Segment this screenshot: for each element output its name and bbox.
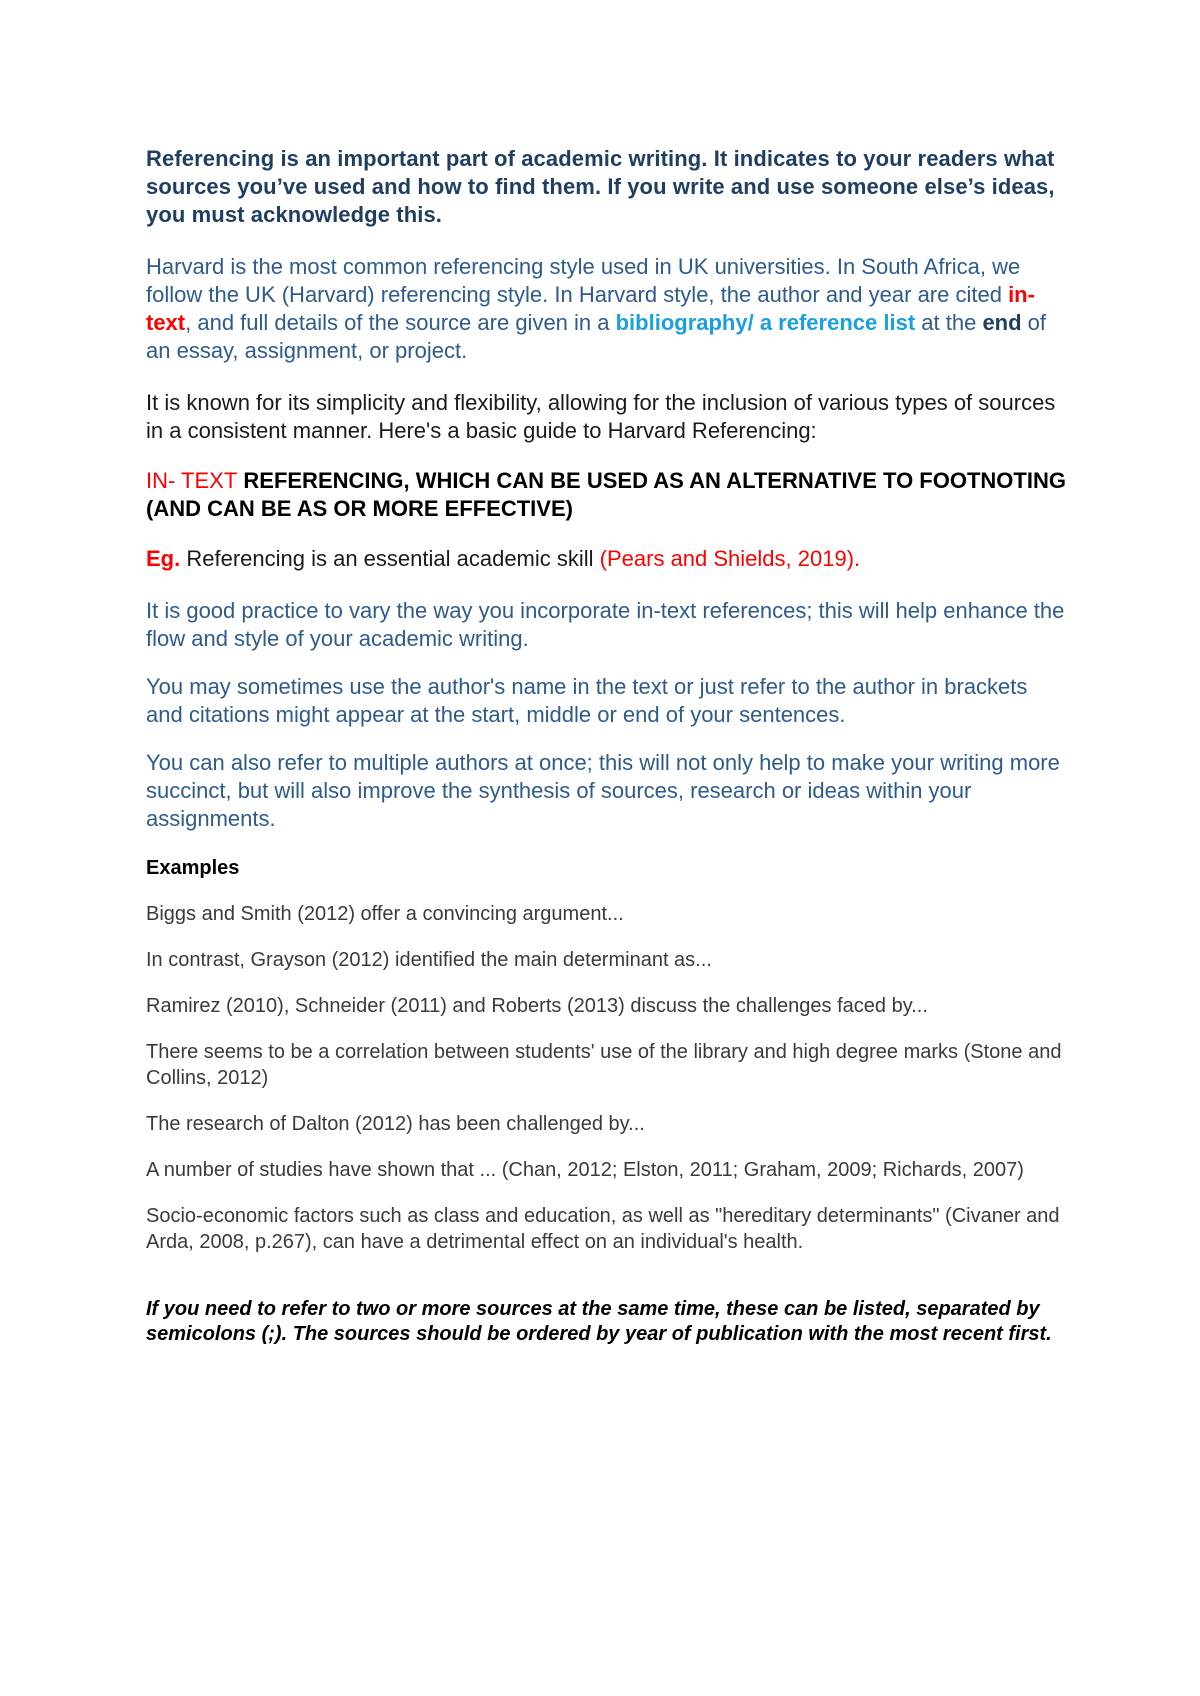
in-text-heading-rest: REFERENCING, WHICH CAN BE USED AS AN ALTERNATIVE TO FOOTNOTING (AND CAN BE AS OR MORE EFFECTIVE) <box>146 468 1066 521</box>
harvard-text-4: of an essay, assignment, or project. <box>146 310 1047 363</box>
harvard-text-1: Harvard is the most common referencing style used in UK universities. In South Africa, we follow the UK (Harvard) referencing style. In Harvard style, the author and year are cited <box>146 254 1021 307</box>
harvard-text-3: at the <box>915 310 983 335</box>
bibliography-highlight: bibliography/ a reference list <box>615 310 916 335</box>
example-item: The research of Dalton (2012) has been challenged by... <box>146 1113 645 1135</box>
eg-text: Referencing is an essential academic skill <box>180 546 600 571</box>
example-item: There seems to be a correlation between students' use of the library and high degree marks (Stone and Collins, 2012) <box>146 1041 1062 1089</box>
example-item: Socio-economic factors such as class and education, as well as "hereditary determinants" (Civaner and Arda, 2008, p.267), can have a detrimental effect on an individual's health. <box>146 1205 1060 1253</box>
known-paragraph: It is known for its simplicity and flexibility, allowing for the inclusion of various types of sources in a consistent manner. Here's a basic guide to Harvard Referencing: <box>146 390 1056 443</box>
authors-name-paragraph: You may sometimes use the author's name in the text or just refer to the author in brackets and citations might appear at the start, middle or end of your sentences. <box>146 674 1028 727</box>
eg-citation: (Pears and Shields, 2019). <box>599 546 861 571</box>
harvard-text-2: , and full details of the source are given in a <box>185 310 616 335</box>
examples-heading: Examples <box>146 857 240 879</box>
example-item: A number of studies have shown that ... (Chan, 2012; Elston, 2011; Graham, 2009; Richards, 2007) <box>146 1159 1024 1181</box>
semicolon-note: If you need to refer to two or more sources at the same time, these can be listed, separated by semicolons (;). The sources should be ordered by year of publication with the most recent first. <box>146 1298 1052 1345</box>
example-item: In contrast, Grayson (2012) identified the main determinant as... <box>146 949 712 971</box>
example-item: Biggs and Smith (2012) offer a convincing argument... <box>146 903 624 925</box>
eg-label: Eg. <box>146 546 181 571</box>
document-page <box>146 145 1066 1347</box>
end-highlight: end <box>982 310 1022 335</box>
harvard-paragraph <box>146 253 1066 365</box>
practice-paragraph: It is good practice to vary the way you incorporate in-text references; this will help enhance the flow and style of your academic writing. <box>146 598 1065 651</box>
intro-paragraph: Referencing is an important part of academic writing. It indicates to your readers what sources you’ve used and how to find them. If you write and use someone else’s ideas, you must acknowledge this. <box>146 146 1055 227</box>
multiple-authors-paragraph: You can also refer to multiple authors at once; this will not only help to make your writing more succinct, but will also improve the synthesis of sources, research or ideas within your assignments. <box>146 750 1060 831</box>
in-text-heading <box>146 467 1066 523</box>
in-text-heading-prefix: IN- TEXT <box>146 468 238 493</box>
eg-paragraph <box>146 545 1066 573</box>
in-text-highlight: in-text <box>146 282 1035 335</box>
example-item: Ramirez (2010), Schneider (2011) and Roberts (2013) discuss the challenges faced by... <box>146 995 928 1017</box>
